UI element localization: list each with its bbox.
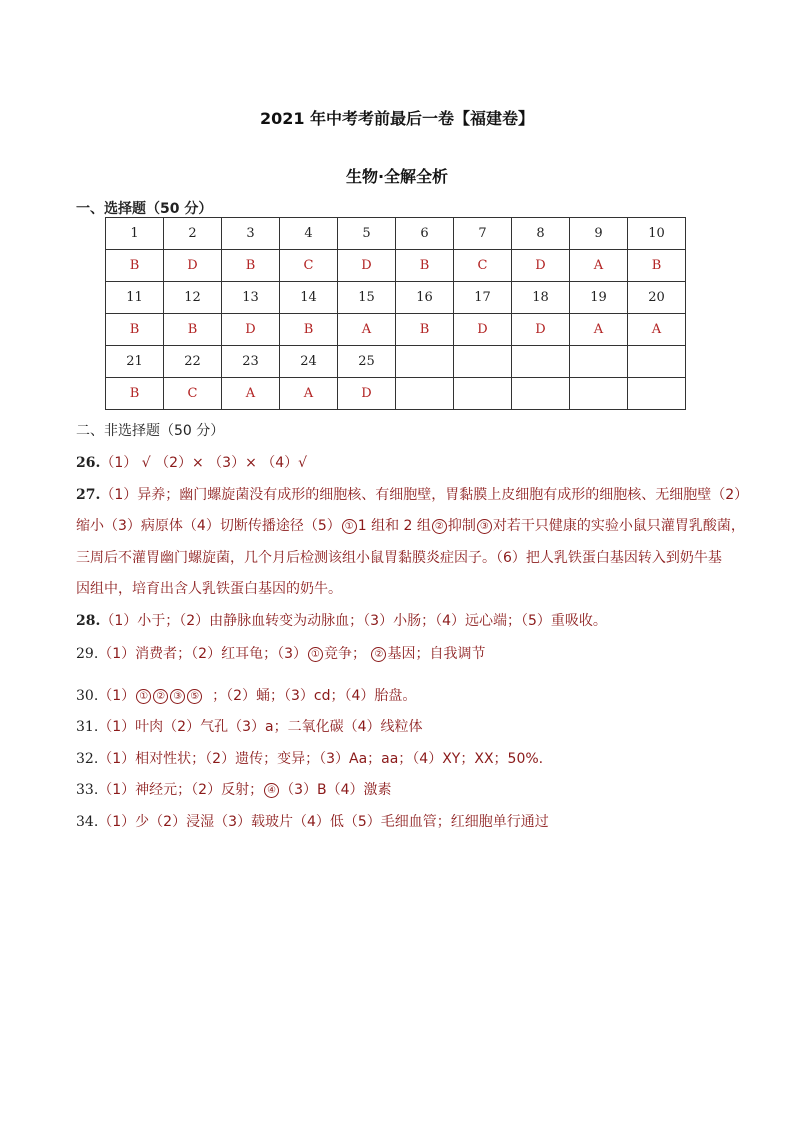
answer-cell: D — [454, 314, 512, 346]
question-number-cell: 8 — [512, 218, 570, 250]
question-number-cell: 10 — [628, 218, 686, 250]
question-number-cell: 11 — [106, 282, 164, 314]
question-number: 28. — [76, 613, 101, 629]
answer-text: （1）消费者；（2）红耳龟；（3） — [98, 646, 307, 662]
answer-row — [106, 314, 686, 346]
question-number-cell: 6 — [396, 218, 454, 250]
answer-text: （1）异养；幽门螺旋菌没有成形的细胞核、有细胞壁，胃黏膜上皮细胞有成形的细胞核、无细胞壁（2） — [100, 487, 749, 503]
question-number-cell: 18 — [512, 282, 570, 314]
question-number-cell: 5 — [338, 218, 396, 250]
answer-cell — [570, 378, 628, 410]
answer-cell: B — [396, 314, 454, 346]
question-number-cell: 3 — [222, 218, 280, 250]
question-number: 33. — [76, 782, 99, 798]
answer-cell: A — [628, 314, 686, 346]
question-number-cell — [570, 346, 628, 378]
answer-cell: D — [512, 250, 570, 282]
answer-text: （1） — [98, 688, 136, 704]
answer-text: （1）叶肉（2）气孔（3）a；二氧化碳（4）线粒体 — [98, 719, 423, 735]
question-number: 31. — [76, 719, 99, 735]
answer-cell: D — [164, 250, 222, 282]
answer-text: 1 组和 2 组 — [357, 518, 431, 534]
answer-cell: B — [222, 250, 280, 282]
question-number-row — [106, 218, 686, 250]
answer-27-line2 — [76, 515, 745, 535]
question-number-cell: 17 — [454, 282, 512, 314]
answer-cell: A — [570, 250, 628, 282]
page-subtitle: 生物·全解全析 — [345, 167, 449, 186]
answer-cell: C — [164, 378, 222, 410]
question-number-cell: 7 — [454, 218, 512, 250]
section-heading-choice: 一、选择题（50 分） — [76, 201, 213, 217]
answer-cell: B — [106, 378, 164, 410]
circled-number: ① — [308, 647, 323, 662]
answer-cell: D — [512, 314, 570, 346]
answer-text: 竞争； — [324, 646, 371, 662]
question-number: 32. — [76, 751, 99, 767]
answer-cell: B — [396, 250, 454, 282]
answer-cell: D — [338, 378, 396, 410]
section-heading-nonchoice: 二、非选择题（50 分） — [76, 423, 225, 439]
question-number-row — [106, 282, 686, 314]
answer-cell: A — [280, 378, 338, 410]
question-number: 26. — [76, 455, 101, 471]
answer-cell: D — [338, 250, 396, 282]
question-number-cell — [454, 346, 512, 378]
answer-text: （1）神经元；（2）反射； — [98, 782, 264, 798]
question-number-cell: 9 — [570, 218, 628, 250]
question-number: 27. — [76, 487, 101, 503]
answer-cell — [396, 378, 454, 410]
answer-28 — [76, 610, 607, 630]
page-title: 2021 年中考考前最后一卷【福建卷】 — [259, 109, 535, 128]
answer-cell: C — [280, 250, 338, 282]
answer-cell: B — [280, 314, 338, 346]
answer-27-line1 — [76, 484, 748, 504]
question-number-cell: 15 — [338, 282, 396, 314]
answer-text: （1）小于；（2）由静脉血转变为动脉血；（3）小肠；（4）远心端；（5）重吸收。 — [100, 613, 607, 629]
answer-cell: D — [222, 314, 280, 346]
answer-cell: C — [454, 250, 512, 282]
question-number-cell — [512, 346, 570, 378]
question-number-cell: 22 — [164, 346, 222, 378]
question-number-cell — [628, 346, 686, 378]
circled-number: ② — [371, 647, 386, 662]
circled-number: ④ — [264, 783, 279, 798]
question-number-cell: 19 — [570, 282, 628, 314]
answer-text: ；（2）蛹；（3）cd；（4）胎盘。 — [203, 688, 417, 704]
answer-row — [106, 378, 686, 410]
circled-number: ③ — [477, 519, 492, 534]
answer-cell: B — [106, 250, 164, 282]
answer-text: 对若干只健康的实验小鼠只灌胃乳酸菌， — [492, 518, 745, 534]
answer-text: 抑制 — [447, 518, 476, 534]
question-number: 30. — [76, 688, 99, 704]
circled-number: ② — [432, 519, 447, 534]
answer-32 — [76, 748, 543, 768]
answer-cell: B — [628, 250, 686, 282]
answer-text: 缩小（3）病原体（4）切断传播途径（5） — [76, 518, 341, 534]
answer-cell — [512, 378, 570, 410]
question-number-cell: 14 — [280, 282, 338, 314]
answer-27-line3: 三周后不灌胃幽门螺旋菌，几个月后检测该组小鼠胃黏膜炎症因子。（6）把人乳铁蛋白基因转入到奶牛基 — [76, 550, 722, 566]
answer-text: 基因；自我调节 — [387, 646, 486, 662]
question-number-cell — [396, 346, 454, 378]
circled-number: ① — [342, 519, 357, 534]
answer-table — [105, 217, 686, 410]
circled-number: ① — [136, 689, 151, 704]
circled-number: ⑤ — [187, 689, 202, 704]
answer-cell: B — [164, 314, 222, 346]
answer-text: （1） √ （2）× （3）× （4）√ — [100, 455, 308, 471]
answer-30 — [76, 685, 416, 705]
question-number-cell: 20 — [628, 282, 686, 314]
question-number-cell: 4 — [280, 218, 338, 250]
question-number-cell: 12 — [164, 282, 222, 314]
answer-cell — [628, 378, 686, 410]
question-number-cell: 16 — [396, 282, 454, 314]
answer-34 — [76, 811, 549, 831]
question-number-cell: 1 — [106, 218, 164, 250]
question-number-cell: 13 — [222, 282, 280, 314]
answer-text: （1）少（2）浸湿（3）载玻片（4）低（5）毛细血管；红细胞单行通过 — [98, 814, 549, 830]
answer-31 — [76, 716, 422, 736]
answer-29 — [76, 643, 485, 663]
answer-26 — [76, 452, 307, 472]
answer-cell: A — [338, 314, 396, 346]
question-number-cell: 25 — [338, 346, 396, 378]
answer-33 — [76, 779, 392, 799]
question-number-cell: 21 — [106, 346, 164, 378]
question-number-cell: 2 — [164, 218, 222, 250]
answer-cell — [454, 378, 512, 410]
question-number-row — [106, 346, 686, 378]
question-number-cell: 23 — [222, 346, 280, 378]
answer-cell: B — [106, 314, 164, 346]
circled-number: ② — [153, 689, 168, 704]
question-number-cell: 24 — [280, 346, 338, 378]
question-number: 29. — [76, 646, 99, 662]
answer-cell: A — [570, 314, 628, 346]
question-number: 34. — [76, 814, 99, 830]
answer-row — [106, 250, 686, 282]
answer-text: （1）相对性状；（2）遗传；变异；（3）Aa；aa；（4）XY；XX；50%. — [98, 751, 544, 767]
circled-number: ③ — [170, 689, 185, 704]
answer-27-line4: 因组中，培育出含人乳铁蛋白基因的奶牛。 — [76, 581, 342, 597]
answer-text: （3）B（4）激素 — [280, 782, 392, 798]
answer-cell: A — [222, 378, 280, 410]
